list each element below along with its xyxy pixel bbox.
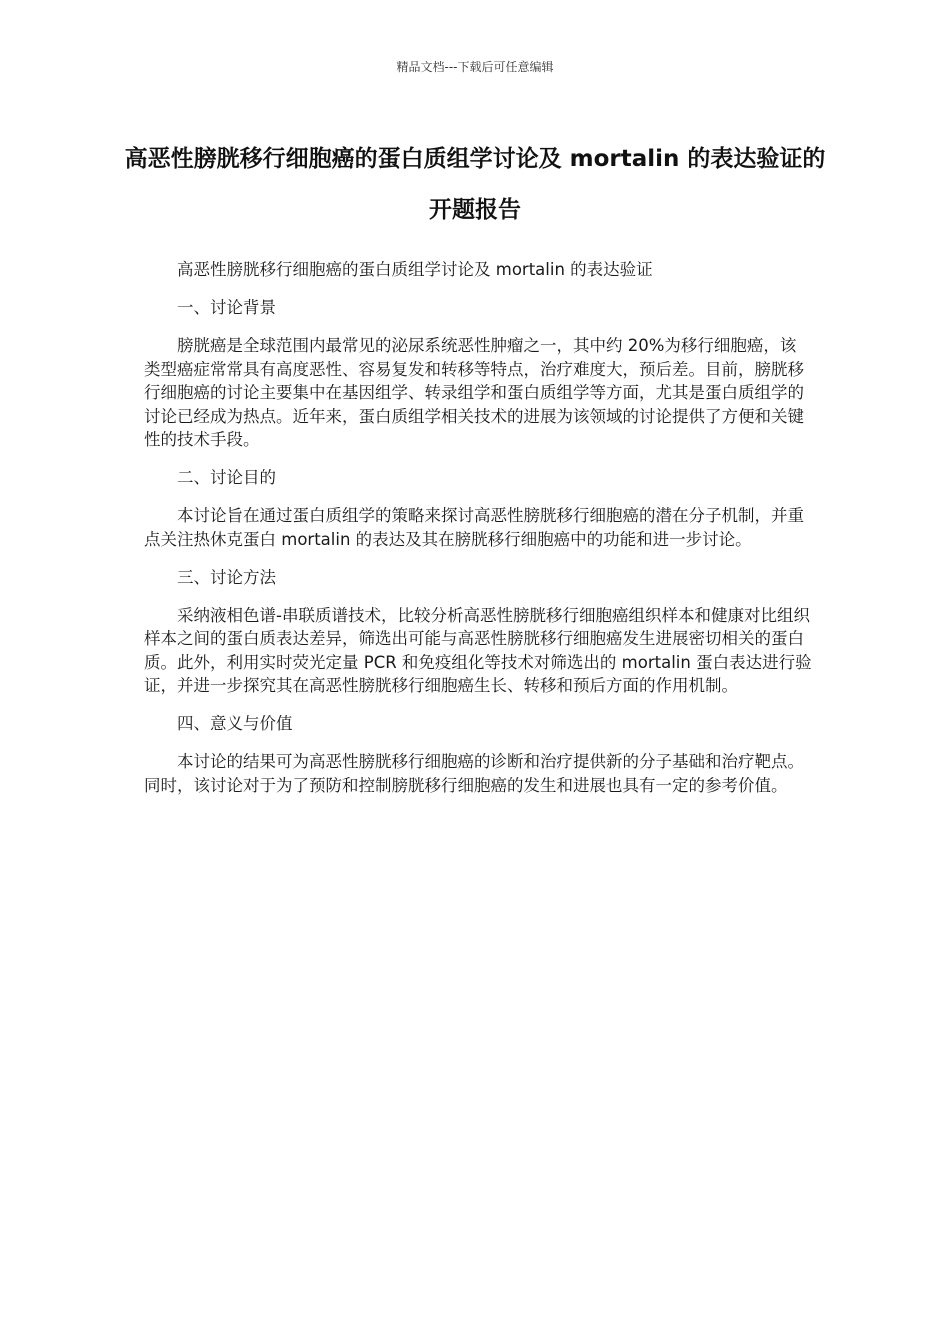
section-body-methods: 采纳液相色谱-串联质谱技术，比较分析高恶性膀胱移行细胞癌组织样本和健康对比组织样本之间的蛋白质表达差异，筛选出可能与高恶性膀胱移行细胞癌发生进展密切相关的蛋白质。此外，利用实时荧光定量 PCR 和免疫组化等技术对筛选出的 mortalin 蛋白表达进行验证，并进一步探究其在高恶性膀胱移行细胞癌生长、转移和预后方面的作用机制。 <box>144 605 812 695</box>
section-body-significance: 本讨论的结果可为高恶性膀胱移行细胞癌的诊断和治疗提供新的分子基础和治疗靶点。同时，该讨论对于为了预防和控制膀胱移行细胞癌的发生和进展也具有一定的参考价值。 <box>144 752 804 795</box>
header-note: 精品文档---下载后可任意编辑 <box>396 60 554 74</box>
section-body-background: 膀胱癌是全球范围内最常见的泌尿系统恶性肿瘤之一，其中约 20%为移行细胞癌，该类型癌症常常具有高度恶性、容易复发和转移等特点，治疗难度大，预后差。目前，膀胱移行细胞癌的讨论主要集中在基因组学、转录组学和蛋白质组学等方面，尤其是蛋白质组学的讨论已经成为热点。近年来，蛋白质组学相关技术的进展为该领域的讨论提供了方便和关键性的技术手段。 <box>144 336 804 449</box>
document-title: 高恶性膀胱移行细胞癌的蛋白质组学讨论及 mortalin 的表达验证的开题报告 <box>124 146 826 223</box>
section-heading-background: 一、讨论背景 <box>177 298 276 317</box>
section-heading-purpose: 二、讨论目的 <box>177 468 276 487</box>
document-body <box>144 258 812 812</box>
section-heading-significance: 四、意义与价值 <box>177 714 293 733</box>
subtitle-paragraph: 高恶性膀胱移行细胞癌的蛋白质组学讨论及 mortalin 的表达验证 <box>177 260 653 279</box>
section-body-purpose: 本讨论旨在通过蛋白质组学的策略来探讨高恶性膀胱移行细胞癌的潜在分子机制，并重点关注热休克蛋白 mortalin 的表达及其在膀胱移行细胞癌中的功能和进一步讨论。 <box>144 506 804 549</box>
section-heading-methods: 三、讨论方法 <box>177 567 276 587</box>
